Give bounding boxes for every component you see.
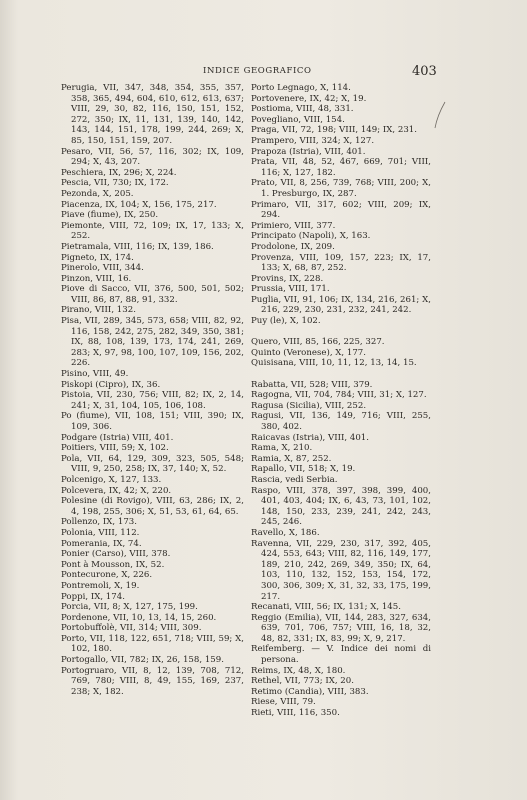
index-entry: Primiero, VIII, 377. <box>251 220 336 231</box>
index-entry: Pirano, VIII, 132. <box>61 305 136 316</box>
index-entry: Riese, VIII, 79. <box>251 697 316 708</box>
index-entry: Pisa, VII, 289, 345, 573, 658; VIII, 82, 92, 116, 158, 242, 275, 282, 349, 350, 381; IX, 88, 108, 139, 173, 174, 241, 269, 283; X, 97, 98, 100, 107, 109, 156, 202, 226. <box>61 316 245 369</box>
index-entry: Pezonda, X, 205. <box>61 188 134 199</box>
index-entry: Peschiera, IX, 296; X, 224. <box>61 167 177 178</box>
index-entry: Retimo (Candia), VIII, 383. <box>251 686 369 697</box>
index-entry: Raspo, VIII, 378, 397, 398, 399, 400, 401, 403, 404; IX, 6, 43, 73, 101, 102, 148, 150, 233, 239, 241, 242, 243, 245, 246. <box>251 485 431 528</box>
index-entry: Porto, VII, 118, 122, 651, 718; VIII, 59; X, 102, 180. <box>61 633 244 655</box>
index-entry: Portobuffolè, VII, 314; VIII, 309. <box>61 623 202 634</box>
index-entry: Polesine (di Rovigo), VIII, 63, 286; IX, 2, 4, 198, 255, 306; X, 51, 53, 61, 64, 65. <box>61 496 244 517</box>
index-entry: Ragogna, VII, 704, 784; VIII, 31; X, 127. <box>251 390 427 401</box>
index-entry: Ponier (Carso), VIII, 378. <box>61 549 171 560</box>
index-entry: Piacenza, IX, 104; X, 156, 175, 217. <box>61 199 217 210</box>
index-entry: Pontecurone, X, 226. <box>61 570 153 581</box>
page-header <box>0 66 527 80</box>
index-entry: Pisino, VIII, 49. <box>61 369 129 380</box>
index-entry: Reims, IX, 48, X, 180. <box>251 665 346 676</box>
index-entry: Raicavas (Istria), VIII, 401. <box>251 432 369 443</box>
page-number: 403 <box>412 64 437 79</box>
index-entry: Podgare (Istria) VIII, 401. <box>61 432 174 443</box>
index-entry: Rieti, VIII, 116, 350. <box>251 708 340 719</box>
index-entry: Quinto (Veronese), X, 177. <box>251 347 367 358</box>
index-entry: Porto Legnago, X, 114. <box>251 83 351 93</box>
index-entry: Piemonte, VIII, 72, 109; IX, 17, 133; X, 252. <box>61 220 244 242</box>
index-entry: Reggio (Emilia), VII, 144, 283, 327, 634, 639, 701, 706, 757; VIII, 16, 18, 32, 48, 82, 331; IX, 83, 99; X, 9, 217. <box>251 612 431 644</box>
index-entry: Provins, IX, 228. <box>251 273 324 284</box>
index-entry: Portogallo, VII, 782; IX, 26, 158, 159. <box>61 655 224 666</box>
index-entry: Rabatta, VII, 528; VIII, 379. <box>251 379 373 390</box>
running-title: INDICE GEOGRAFICO <box>203 66 312 76</box>
index-entry: Rethel, VII, 773; IX, 20. <box>251 676 354 687</box>
index-entry: Ravello, X, 186. <box>251 527 320 538</box>
index-entry: Prata, VII, 48, 52, 467, 669, 701; VIII, 116; X, 127, 182. <box>251 157 431 178</box>
index-entry: Ragusa (Sicilia), VIII, 252. <box>251 400 367 411</box>
index-entry: Pietramala, VIII, 116; IX, 139, 186. <box>61 241 214 252</box>
index-entry: Pigneto, IX, 174. <box>61 252 134 263</box>
index-entry: Recanati, VIII, 56; IX, 131; X, 145. <box>251 602 401 613</box>
index-entry: Rapallo, VII, 518; X, 19. <box>251 464 356 475</box>
pencil-mark-icon <box>433 101 447 129</box>
index-entry: Pollenzo, IX, 173. <box>61 517 138 528</box>
index-entry: Povegliano, VIII, 154. <box>251 114 345 125</box>
index-entry: Pomerania, IX, 74. <box>61 538 142 549</box>
index-entry: Reifemberg. — V. Indice dei nomi di persona. <box>251 644 431 666</box>
index-entry: Praga, VII, 72, 198; VIII, 149; IX, 231. <box>251 125 417 136</box>
index-entry: Piskopi (Cipro), IX, 36. <box>61 379 161 390</box>
index-entry: Quero, VIII, 85, 166, 225, 327. <box>251 337 385 348</box>
index-entry: Pola, VII, 64, 129, 309, 323, 505, 548; VIII, 9, 250, 258; IX, 37, 140; X, 52. <box>61 453 244 475</box>
index-entry: Pistoia, VII, 230, 756; VIII, 82; IX, 2, 14, 241; X, 31, 104, 105, 106, 108. <box>61 390 244 411</box>
index-entry: Polcenigo, X, 127, 133. <box>61 474 162 485</box>
index-entry: Po (fiume), VII, 108, 151; VIII, 390; IX, 109, 306. <box>61 411 244 432</box>
index-entry: Provenza, VIII, 109, 157, 223; IX, 17, 133; X, 68, 87, 252. <box>251 252 431 274</box>
index-entry: Pescia, VII, 730; IX, 172. <box>61 178 169 189</box>
index-entry: Pordenone, VII, 10, 13, 14, 15, 260. <box>61 612 217 623</box>
letter-gap <box>251 369 431 380</box>
index-entry: Prato, VII, 8, 256, 739, 768; VIII, 200; X, 1. Presburgo, IX, 287. <box>251 178 431 199</box>
index-entry: Pont à Mousson, IX, 52. <box>61 559 165 570</box>
index-entry: Rama, X, 210. <box>251 443 313 454</box>
index-entry: Pesaro, VII, 56, 57, 116, 302; IX, 109, 294; X, 43, 207. <box>61 146 244 168</box>
index-entry: Puglia, VII, 91, 106; IX, 134, 216, 261; X, 216, 229, 230, 231, 232, 241, 242. <box>251 294 431 316</box>
index-entry: Piave (fiume), IX, 250. <box>61 210 159 221</box>
index-entry: Pinzon, VIII, 16. <box>61 273 132 284</box>
index-entry: Puy (le), X, 102. <box>251 316 321 327</box>
index-entry: Poitiers, VIII, 59; X, 102. <box>61 443 169 454</box>
letter-gap <box>251 327 431 338</box>
index-entry: Prodolone, IX, 209. <box>251 241 335 252</box>
index-entry: Quisisana, VIII, 10, 11, 12, 13, 14, 15. <box>251 358 417 369</box>
index-entry: Portogruaro, VII, 8, 12, 139, 708, 712, 769, 780; VIII, 8, 49, 155, 169, 237, 238; X, 182. <box>61 665 244 697</box>
index-entry: Polonia, VIII, 112. <box>61 527 140 538</box>
index-entry: Principato (Napoli), X, 163. <box>251 231 371 242</box>
index-entry: Ravenna, VII, 229, 230, 317, 392, 405, 424, 553, 643; VIII, 82, 116, 149, 177, 189, 210, 242, 269, 349, 350; IX, 64, 103, 110, 132, 152, 153, 154, 172, 300, 306, 309; X, 31, 32, 33, 175, 199, 217. <box>251 538 431 602</box>
index-entry: Poppi, IX, 174. <box>61 591 125 602</box>
index-entry: Postioma, VIII, 48, 331. <box>251 104 354 115</box>
index-entry: Polcevera, IX, 42; X, 220. <box>61 485 172 496</box>
index-entry: Ramia, X, 87, 252. <box>251 453 332 464</box>
index-entry: Piove di Sacco, VII, 376, 500, 501, 502; VIII, 86, 87, 88, 91, 332. <box>61 284 244 305</box>
index-entry: Prapoza (Istria), VIII, 401. <box>251 146 366 157</box>
index-column-right <box>251 83 431 719</box>
index-entry: Perugia, VII, 347, 348, 354, 355, 357, 358, 365, 494, 604, 610, 612, 613, 637; VIII, 29, 30, 82, 116, 150, 151, 152, 272, 350; IX, 11, 131, 139, 140, 142, 143, 144, 151, 178, 199, 244, 269; X, 85, 150, 151, 159, 207. <box>61 83 244 146</box>
index-entry: Porcia, VII, 8; X, 127, 175, 199. <box>61 602 198 613</box>
index-entry: Rascia, vedi Serbia. <box>251 474 338 485</box>
index-column-left <box>61 83 244 697</box>
index-entry: Portovenere, IX, 42; X, 19. <box>251 93 367 104</box>
index-entry: Pinerolo, VIII, 344. <box>61 263 144 274</box>
index-entry: Prussia, VIII, 171. <box>251 284 330 295</box>
index-entry: Primaro, VII, 317, 602; VIII, 209; IX, 294. <box>251 199 431 221</box>
index-entry: Pontremoli, X, 19. <box>61 580 140 591</box>
index-entry: Ragusi, VII, 136, 149, 716; VIII, 255, 380, 402. <box>251 411 431 432</box>
index-entry: Prampero, VIII, 324; X, 127. <box>251 135 375 146</box>
